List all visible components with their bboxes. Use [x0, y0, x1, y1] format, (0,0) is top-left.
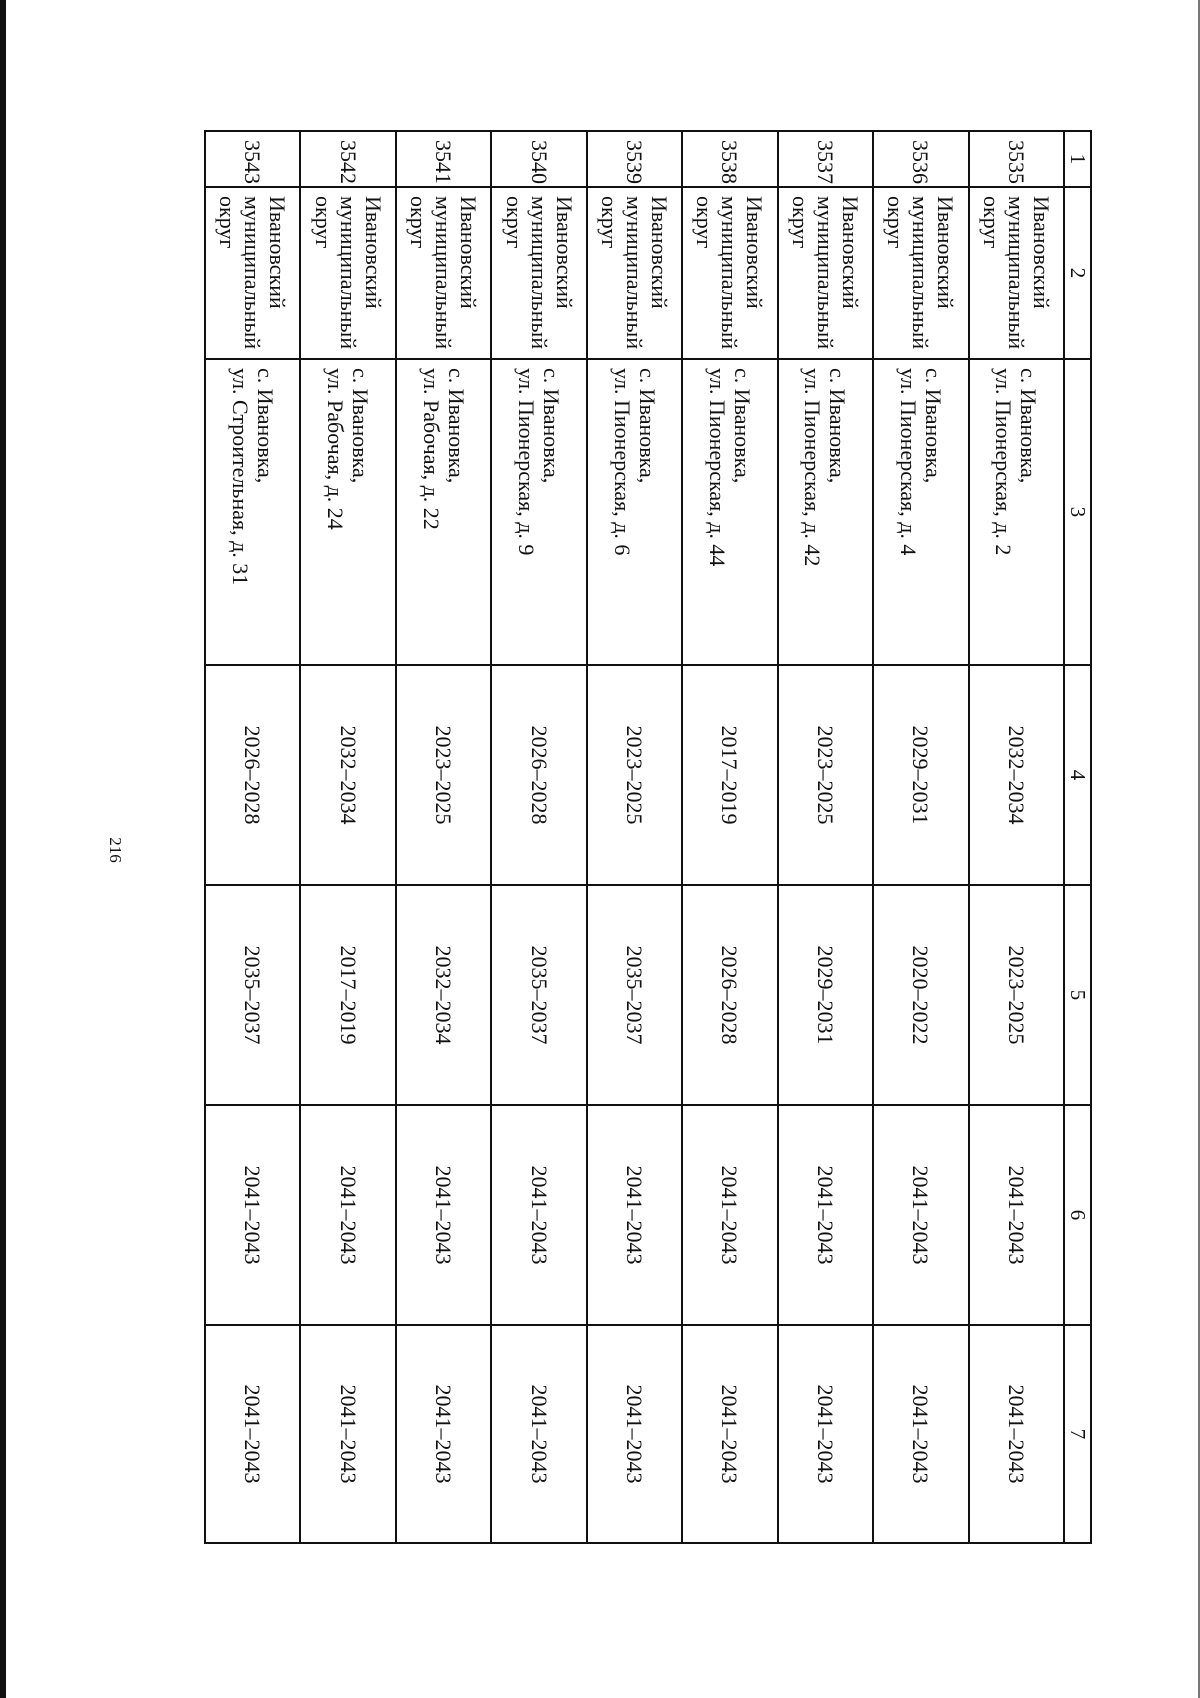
district-line: Ивановский [551, 196, 577, 309]
address-line: ул. Строительная, д. 31 [227, 368, 253, 586]
district-line: Ивановский [837, 196, 863, 309]
district-line: Ивановский [265, 196, 291, 309]
period-cell-col5: 2035–2037 [587, 885, 682, 1105]
district-line: Ивановский [360, 196, 386, 309]
district-line: муниципальный [812, 196, 838, 350]
period-cell-col4: 2017–2019 [682, 665, 777, 885]
table-row [682, 131, 777, 1543]
period-cell-col6: 2041–2043 [873, 1105, 968, 1325]
period-cell-col4: 2026–2028 [205, 665, 301, 885]
period-cell-col5: 2023–2025 [969, 885, 1064, 1105]
district-line: округ [406, 196, 432, 249]
address-line: ул. Рабочая, д. 24 [323, 368, 349, 530]
row-number-cell: 3540 [491, 131, 586, 187]
address-line: с. Ивановка, [634, 368, 660, 484]
address-cell [396, 359, 491, 665]
district-line: муниципальный [335, 196, 361, 350]
column-header: 7 [1064, 1325, 1091, 1543]
address-line: ул. Пионерская, д. 2 [991, 368, 1017, 556]
row-number-cell: 3537 [778, 131, 873, 187]
column-header: 1 [1064, 131, 1091, 187]
district-line: муниципальный [908, 196, 934, 350]
district-line: округ [310, 196, 336, 249]
district-line: округ [787, 196, 813, 249]
table-container [204, 130, 1092, 1542]
district-line: округ [597, 196, 623, 249]
column-header: 3 [1064, 359, 1091, 665]
table-row [778, 131, 873, 1543]
period-cell-col5: 2032–2034 [396, 885, 491, 1105]
data-table [204, 130, 1092, 1544]
period-cell-col4: 2026–2028 [491, 665, 586, 885]
row-number-cell: 3541 [396, 131, 491, 187]
period-cell-col5: 2035–2037 [205, 885, 301, 1105]
address-cell [778, 359, 873, 665]
address-line: ул. Пионерская, д. 6 [609, 368, 635, 556]
period-cell-col7: 2041–2043 [587, 1325, 682, 1543]
address-cell [301, 359, 396, 665]
address-line: с. Ивановка, [252, 368, 278, 484]
address-line: ул. Пионерская, д. 4 [895, 368, 921, 556]
row-number-cell: 3535 [969, 131, 1064, 187]
address-line: с. Ивановка, [443, 368, 469, 484]
table-row [301, 131, 396, 1543]
period-cell-col4: 2023–2025 [396, 665, 491, 885]
district-line: округ [215, 196, 241, 249]
period-cell-col6: 2041–2043 [587, 1105, 682, 1325]
address-cell [682, 359, 777, 665]
address-line: с. Ивановка, [920, 368, 946, 484]
period-cell-col4: 2023–2025 [587, 665, 682, 885]
address-cell [205, 359, 301, 665]
district-line: округ [692, 196, 718, 249]
address-cell [491, 359, 586, 665]
period-cell-col4: 2032–2034 [969, 665, 1064, 885]
district-line: муниципальный [526, 196, 552, 350]
header-row [1064, 131, 1091, 1543]
column-header: 4 [1064, 665, 1091, 885]
period-cell-col6: 2041–2043 [491, 1105, 586, 1325]
period-cell-col5: 2026–2028 [682, 885, 777, 1105]
table-row [491, 131, 586, 1543]
address-line: ул. Рабочая, д. 22 [418, 368, 444, 530]
district-line: муниципальный [717, 196, 743, 350]
district-line: Ивановский [742, 196, 768, 309]
district-cell [873, 187, 968, 359]
table-row [396, 131, 491, 1543]
period-cell-col7: 2041–2043 [778, 1325, 873, 1543]
row-number-cell: 3542 [301, 131, 396, 187]
address-cell [587, 359, 682, 665]
row-number-cell: 3539 [587, 131, 682, 187]
address-line: с. Ивановка, [348, 368, 374, 484]
district-cell [491, 187, 586, 359]
district-line: округ [501, 196, 527, 249]
period-cell-col4: 2023–2025 [778, 665, 873, 885]
district-line: округ [883, 196, 909, 249]
column-header: 6 [1064, 1105, 1091, 1325]
period-cell-col7: 2041–2043 [873, 1325, 968, 1543]
period-cell-col5: 2020–2022 [873, 885, 968, 1105]
district-cell [205, 187, 301, 359]
address-line: с. Ивановка, [825, 368, 851, 484]
district-line: Ивановский [1028, 196, 1054, 309]
district-cell [969, 187, 1064, 359]
district-line: Ивановский [933, 196, 959, 309]
period-cell-col7: 2041–2043 [491, 1325, 586, 1543]
period-cell-col7: 2041–2043 [682, 1325, 777, 1543]
column-header: 5 [1064, 885, 1091, 1105]
column-header: 2 [1064, 187, 1091, 359]
address-line: ул. Пионерская, д. 44 [704, 368, 730, 567]
address-cell [873, 359, 968, 665]
district-cell [587, 187, 682, 359]
period-cell-col6: 2041–2043 [778, 1105, 873, 1325]
table-row [205, 131, 301, 1543]
address-cell [969, 359, 1064, 665]
district-cell [301, 187, 396, 359]
address-line: с. Ивановка, [1016, 368, 1042, 484]
period-cell-col7: 2041–2043 [301, 1325, 396, 1543]
district-line: округ [978, 196, 1004, 249]
district-line: Ивановский [456, 196, 482, 309]
period-cell-col7: 2041–2043 [396, 1325, 491, 1543]
row-number-cell: 3538 [682, 131, 777, 187]
district-cell [396, 187, 491, 359]
address-line: ул. Пионерская, д. 42 [800, 368, 826, 567]
page-number: 216 [106, 837, 125, 863]
period-cell-col4: 2029–2031 [873, 665, 968, 885]
address-line: с. Ивановка, [729, 368, 755, 484]
district-cell [682, 187, 777, 359]
address-line: ул. Пионерская, д. 9 [514, 368, 540, 556]
district-cell [778, 187, 873, 359]
period-cell-col6: 2041–2043 [301, 1105, 396, 1325]
district-line: муниципальный [431, 196, 457, 350]
district-line: муниципальный [622, 196, 648, 350]
period-cell-col7: 2041–2043 [969, 1325, 1064, 1543]
period-cell-col5: 2029–2031 [778, 885, 873, 1105]
period-cell-col6: 2041–2043 [682, 1105, 777, 1325]
period-cell-col6: 2041–2043 [205, 1105, 301, 1325]
address-line: с. Ивановка, [539, 368, 565, 484]
period-cell-col5: 2017–2019 [301, 885, 396, 1105]
scan-edge-left [0, 0, 6, 1698]
period-cell-col7: 2041–2043 [205, 1325, 301, 1543]
table-row [587, 131, 682, 1543]
period-cell-col6: 2041–2043 [396, 1105, 491, 1325]
district-line: Ивановский [647, 196, 673, 309]
period-cell-col5: 2035–2037 [491, 885, 586, 1105]
row-number-cell: 3543 [205, 131, 301, 187]
district-line: муниципальный [240, 196, 266, 350]
period-cell-col6: 2041–2043 [969, 1105, 1064, 1325]
table-row [873, 131, 968, 1543]
period-cell-col4: 2032–2034 [301, 665, 396, 885]
table-row [969, 131, 1064, 1543]
row-number-cell: 3536 [873, 131, 968, 187]
district-line: муниципальный [1003, 196, 1029, 350]
